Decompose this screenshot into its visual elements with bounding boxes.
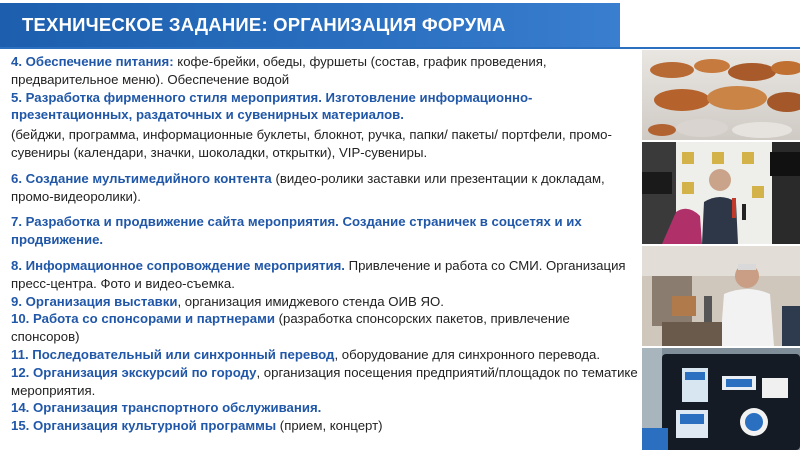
item-number: 8. [11,257,22,273]
list-item [11,364,639,400]
item-number: 15. [11,418,30,434]
list-item [11,293,639,311]
press-photo [642,142,800,244]
item-number: 7. [11,214,22,230]
item-heading: Разработка фирменного стиля мероприятия. Изготовление информационно-презентационных, раздаточных и сувенирных материалов. [11,89,533,123]
list-item [11,257,639,293]
list-item [11,310,639,346]
item-number: 9. [11,293,22,309]
list-item [11,89,639,125]
item-heading: Организация экскурсий по городу [33,364,257,380]
food-photo [642,50,800,140]
item-text: , оборудование для синхронного перевода. [334,346,601,362]
header [0,0,800,50]
musician-photo [642,246,800,346]
item-text: (прием, концерт) [276,418,383,434]
list-item [11,417,639,435]
item-text: , организация имиджевого стенда ОИВ ЯО. [177,293,444,309]
item-number: 5. [11,89,22,105]
item-heading: Последовательный или синхронный перевод [32,346,335,362]
list-item [11,399,639,417]
item-text: , организация посещения предприятий/площадок по тематике мероприятия. [11,364,638,398]
item-text: (видео-ролики заставки или презентации к докладам, промо-видеоролики). [11,170,605,204]
item-heading: Работа со спонсорами и партнерами [33,311,275,327]
item-heading: Организация выставки [25,293,178,309]
item-heading: Организация транспортного обслуживания. [33,400,322,416]
item-number: 11. [11,346,29,362]
list-item [11,170,639,206]
item-heading: Разработка и продвижение сайта мероприятия. Создание страничек в соцсетях и их продвижение. [11,214,582,248]
list-item [11,213,639,249]
item-heading: Обеспечение питания: [25,54,174,69]
item-text: (бейджи, программа, информационные буклеты, блокнот, ручка, папки/ пакеты/ портфели, промо-сувениры (календари, значки, шоколадки, открытки), VIP-сувениры. [11,127,612,160]
item-text: кофе-брейки, обеды, фуршеты (состав, график проведения, предварительное меню). Обеспечение водой [11,54,547,87]
list-item [11,53,639,89]
item-heading: Информационное сопровождение мероприятия. [25,257,345,273]
item-text: Привлечение и работа со СМИ. Организация пресс-центра. Фото и видео-съемка. [11,257,626,291]
content-list [11,53,639,435]
page-title: ТЕХНИЧЕСКОЕ ЗАДАНИЕ: ОРГАНИЗАЦИЯ ФОРУМА [22,14,506,35]
item-heading: Создание мультимедийного контента [25,170,272,186]
item-number: 14. [11,400,30,416]
item-heading: Организация культурной программы [33,418,277,434]
bag-photo [642,348,800,450]
list-item [11,126,639,162]
header-divider [0,47,800,49]
item-number: 6. [11,170,22,186]
item-number: 4. [11,54,22,69]
item-text: (разработка спонсорских пакетов, привлечение спонсоров) [11,311,570,345]
item-number: 12. [11,364,30,380]
item-number: 10. [11,311,30,327]
list-item [11,346,639,364]
